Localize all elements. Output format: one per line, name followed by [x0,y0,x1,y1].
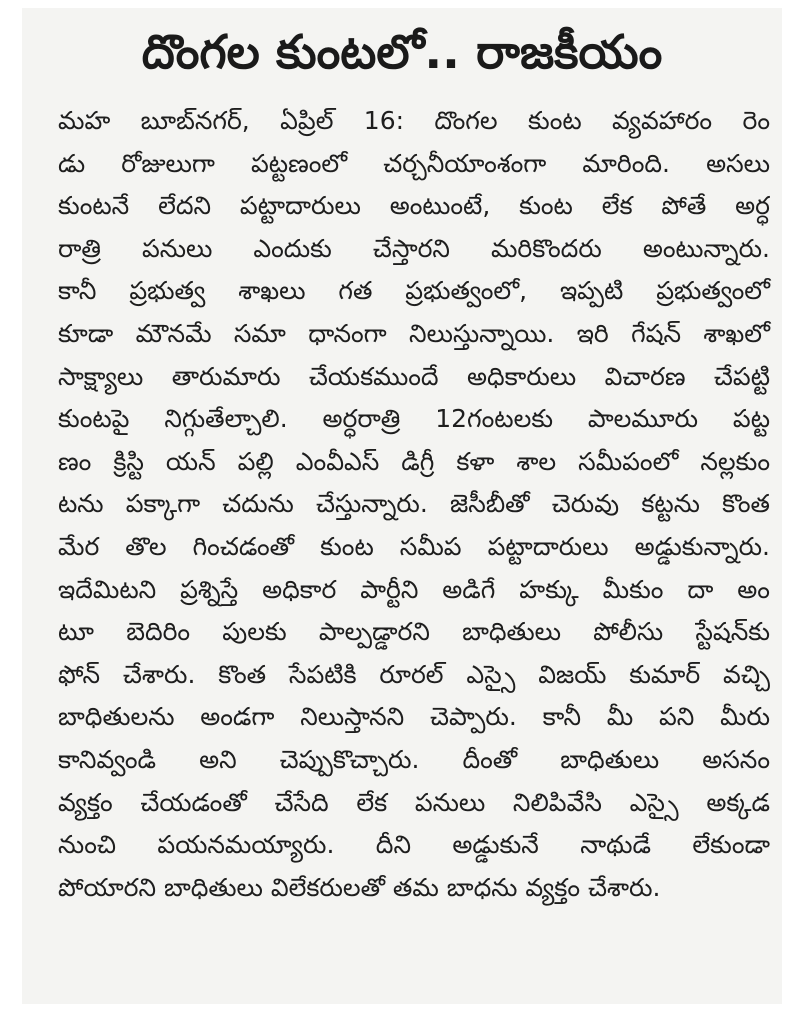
article-line: కూడా మౌనమే సమా ధానంగా నిలుస్తున్నాయి. ఇరి గేషన్ శాఖలో [58,318,770,348]
article-line: బాధితులను అండగా నిలుస్తానని చెప్పారు. కానీ మీ పని మీరు [58,702,770,732]
article-headline: దొంగల కుంటలో.. రాజకీయం [141,26,663,80]
article-body [58,100,770,909]
article-line: డు రోజులుగా పట్టణంలో చర్చనీయాంశంగా మారింది. అసలు [58,148,770,178]
article-line: కుంటనే లేదని పట్టాదారులు అంటుంటే, కుంట లేక పోతే అర్ధ [58,191,770,221]
article-line: కానీ ప్రభుత్వ శాఖలు గత ప్రభుత్వంలో, ఇప్పటి ప్రభుత్వంలో [58,276,770,306]
article-line: టను పక్కాగా చదును చేస్తున్నారు. జెసీబీతో చెరువు కట్టను కొంత [58,489,770,519]
article-line: నుంచి పయనమయ్యారు. దీని అడ్డుకునే నాథుడే లేకుండా [58,830,770,860]
article-line: వ్యక్తం చేయడంతో చేసేది లేక పనులు నిలిపివేసి ఎస్సై అక్కడ [58,787,770,817]
article-line: ఫోన్ చేశారు. కొంత సేపటికి రూరల్ ఎస్సై విజయ్ కుమార్ వచ్చి [58,659,770,689]
article-line: ణం క్రిస్టి యన్ పల్లి ఎంవీఎస్ డిగ్రీ కళా శాల సమీపంలో నల్లకుం [58,446,770,476]
article-line: పోయారని బాధితులు విలేకరులతో తమ బాధను వ్యక్తం చేశారు. [58,872,661,902]
article-line: కుంటపై నిగ్గుతేల్చాలి. అర్ధరాత్రి 12గంటలకు పాలమూరు పట్ట [58,404,770,434]
article-line: సాక్ష్యాలు తారుమారు చేయకముందే అధికారులు విచారణ చేపట్టి [58,361,770,391]
article-line: రాత్రి పనులు ఎందుకు చేస్తారని మరికొందరు అంటున్నారు. [58,233,770,263]
article-line: మహ బూబ్‌నగర్, ఏప్రిల్ 16: దొంగల కుంట వ్యవహారం రెం [58,106,770,135]
article-line: కానివ్వండి అని చెప్పుకొచ్చారు. దీంతో బాధితులు అసనం [58,744,770,774]
news-clipping [22,8,782,1004]
article-line: ఇదేమిటని ప్రశ్నిస్తే అధికార పార్టీని అడిగే హక్కు మీకుం దా అం [58,574,770,604]
article-line: మేర తొల గించడంతో కుంట సమీప పట్టాదారులు అడ్డుకున్నారు. [58,531,770,561]
article-line: టూ బెదిరిం పులకు పాల్పడ్డారని బాధితులు పోలీసు స్టేషన్‌కు [58,617,770,647]
